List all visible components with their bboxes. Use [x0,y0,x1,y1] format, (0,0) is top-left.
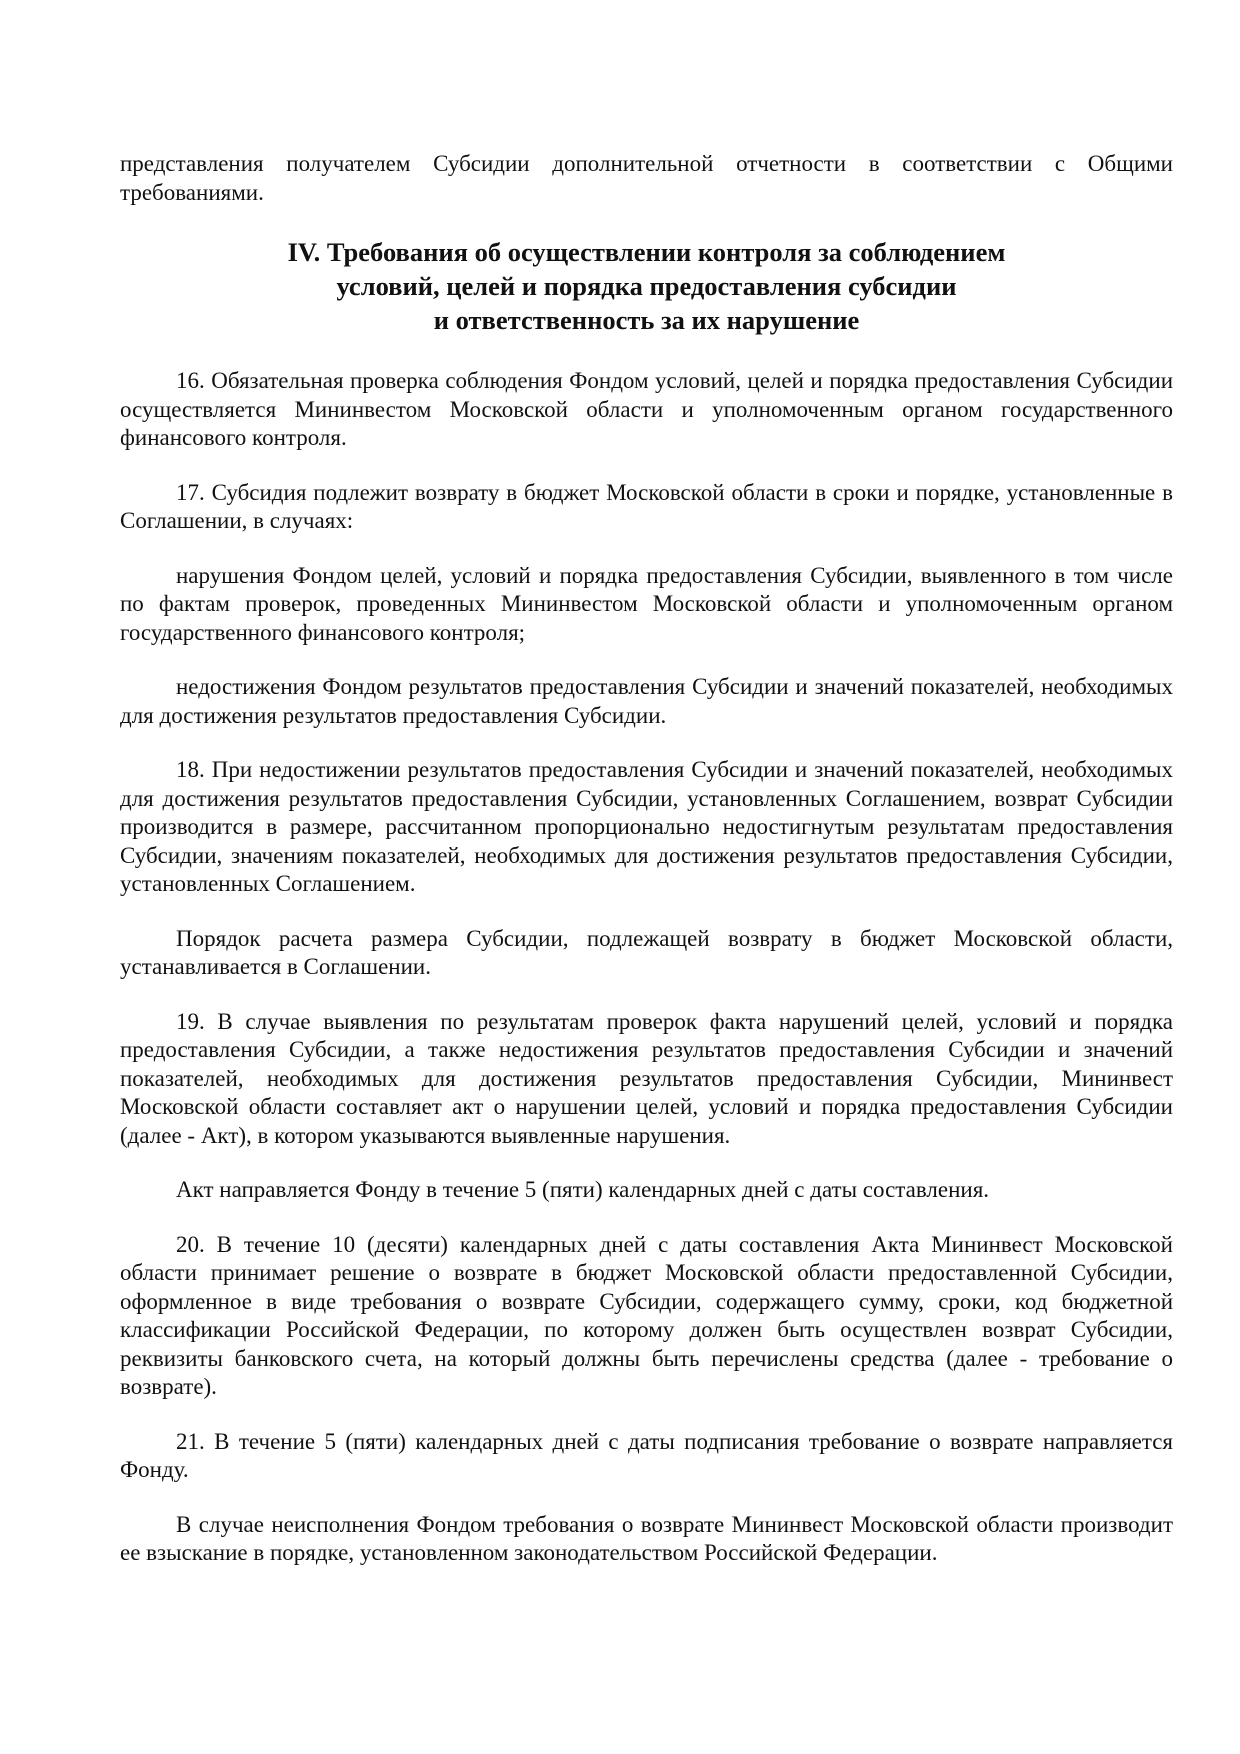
paragraph-21: 21. В течение 5 (пяти) календарных дней с даты подписания требование о возврате направляется Фонду. [120,1428,1173,1482]
paragraph-17-case-1: нарушения Фондом целей, условий и порядка предоставления Субсидии, выявленного в том числе по фактам проверок, проведенных Мининвестом Московской области и уполномоченным органом государственного финансового контроля; [120,562,1173,645]
section-heading [120,235,1173,337]
paragraph-21-enforcement: В случае неисполнения Фондом требования о возврате Мининвест Московской области производит ее взыскание в порядке, установленном законодательством Российской Федерации. [120,1511,1173,1565]
paragraph-17: 17. Субсидия подлежит возврату в бюджет Московской области в сроки и порядке, установленные в Соглашении, в случаях: [120,479,1173,533]
intro-paragraph: представления получателем Субсидии дополнительной отчетности в соответствии с Общими требованиями. [120,151,1173,205]
paragraph-20: 20. В течение 10 (десяти) календарных дней с даты составления Акта Мининвест Московской области принимает решение о возврате в бюджет Московской области предоставленной Субсидии, оформленное в виде требования о возврате Субсидии, содержащего сумму, сроки, код бюджетной классификации Российской Федерации, по которому должен быть осуществлен возврат Субсидии, реквизиты банковского счета, на который должны быть перечислены средства (далее - требование о возврате). [120,1231,1173,1399]
section-heading-line-2: условий, целей и порядка предоставления субсидии [336,271,957,301]
paragraph-18: 18. При недостижении результатов предоставления Субсидии и значений показателей, необходимых для достижения результатов предоставления Субсидии, установленных Соглашением, возврат Субсидии производится в размере, рассчитанном пропорционально недостигнутым результатам предоставления Субсидии, значениям показателей, необходимых для достижения результатов предоставления Субсидии, установленных Соглашением. [120,757,1173,896]
paragraph-19-act: Акт направляется Фонду в течение 5 (пяти) календарных дней с даты составления. [176,1177,990,1202]
section-heading-line-3: и ответственность за их нарушение [433,305,860,335]
document-page [120,150,1173,1568]
paragraph-17-case-2: недостижения Фондом результатов предоставления Субсидии и значений показателей, необходимых для достижения результатов предоставления Субсидии. [120,674,1173,728]
paragraph-16: 16. Обязательная проверка соблюдения Фондом условий, целей и порядка предоставления Субсидии осуществляется Мининвестом Московской области и уполномоченным органом государственного финансового контроля. [120,368,1173,450]
paragraph-18-calculation: Порядок расчета размера Субсидии, подлежащей возврату в бюджет Московской области, устанавливается в Соглашении. [120,925,1173,979]
section-heading-line-1: IV. Требования об осуществлении контроля за соблюдением [287,237,1006,267]
paragraph-19: 19. В случае выявления по результатам проверок факта нарушений целей, условий и порядка предоставления Субсидии, а также недостижения результатов предоставления Субсидии и значений показателей, необходимых для достижения результатов предоставления Субсидии, Мининвест Московской области составляет акт о нарушении целей, условий и порядка предоставления Субсидии (далее - Акт), в котором указываются выявленные нарушения. [120,1008,1173,1148]
